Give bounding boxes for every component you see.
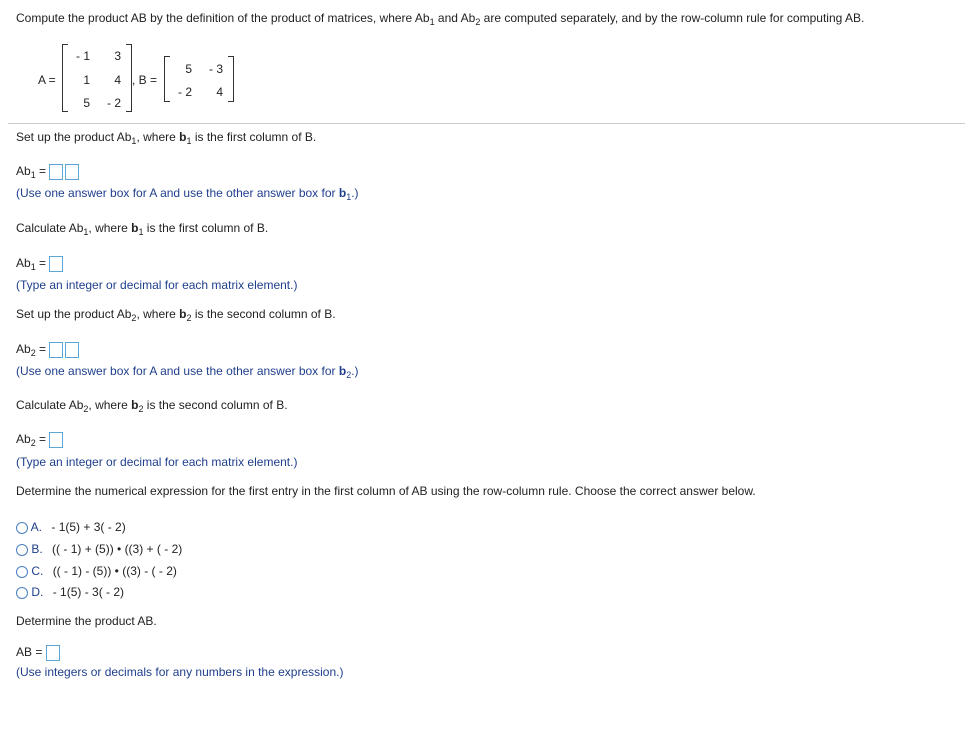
- part2-instruction: Calculate $Ab_1$, where $b_1$ is the first column of B.: [16, 221, 269, 237]
- option-d[interactable]: D. - 1(5) - 3( - 2): [16, 585, 124, 599]
- option-a[interactable]: A. - 1(5) + 3( - 2): [16, 520, 126, 534]
- part4-instruction: Calculate $Ab_2$, where $b_2$ is the second column of B.: [16, 398, 288, 414]
- part3-answer-row: $Ab_2$ =: [16, 342, 79, 358]
- answer-box-a[interactable]: [49, 164, 63, 180]
- matrix-a: [62, 44, 132, 112]
- answer-box-b2[interactable]: [65, 342, 79, 358]
- part2-hint: (Type an integer or decimal for each matrix element.): [16, 278, 298, 292]
- matrix-a-cell: - 2: [106, 96, 121, 110]
- matrix-a-cell: 5: [83, 96, 90, 110]
- matrix-b-cell: 4: [216, 85, 223, 99]
- part4-hint: (Type an integer or decimal for each matrix element.): [16, 455, 298, 469]
- option-c[interactable]: C. (( - 1) - (5)) • ((3) - ( - 2): [16, 564, 177, 578]
- part3-hint: (Use one answer box for A and use the other answer box for $b_2$.): [16, 364, 359, 380]
- part1-hint: (Use one answer box for A and use the other answer box for $b_1$.): [16, 186, 359, 202]
- part1-answer-row: $Ab_1$ =: [16, 164, 79, 180]
- part6-answer-row: AB =: [16, 645, 60, 661]
- part6-hint: (Use integers or decimals for any numbers in the expression.): [16, 665, 344, 679]
- part2-answer-row: $Ab_1$ =: [16, 256, 63, 272]
- matrix-b-label: , B =: [132, 73, 158, 87]
- part6-instruction: Determine the product AB.: [16, 614, 157, 628]
- answer-box-b1[interactable]: [65, 164, 79, 180]
- answer-box-ab2[interactable]: [49, 432, 63, 448]
- radio-button[interactable]: [16, 587, 28, 599]
- left-bracket: [62, 44, 68, 112]
- question-prompt: Compute the product AB by the definition of the product of matrices, where $Ab_1$ and $Ab_2$ are computed separately, and by the row-column rule for computing AB.: [16, 11, 865, 27]
- part3-instruction: Set up the product $Ab_2$, where $b_2$ is the second column of B.: [16, 307, 336, 323]
- part4-answer-row: $Ab_2$ =: [16, 432, 63, 448]
- matrix-b-cell: 5: [185, 62, 192, 76]
- matrix-b-cell: - 3: [208, 62, 223, 76]
- matrix-a-cell: 3: [114, 49, 121, 63]
- left-bracket: [164, 56, 170, 102]
- matrix-b: [164, 56, 234, 102]
- matrix-a-label: A =: [38, 73, 56, 87]
- radio-button[interactable]: [16, 566, 28, 578]
- answer-box-a[interactable]: [49, 342, 63, 358]
- part1-instruction: Set up the product $Ab_1$, where $b_1$ is the first column of B.: [16, 130, 317, 146]
- matrix-b-cell: - 2: [177, 85, 192, 99]
- answer-box-ab1[interactable]: [49, 256, 63, 272]
- matrix-a-cell: - 1: [75, 49, 90, 63]
- option-b[interactable]: B. (( - 1) + (5)) • ((3) + ( - 2): [16, 542, 182, 556]
- part5-instruction: Determine the numerical expression for the first entry in the first column of AB using the row-column rule. Choose the correct answer below.: [16, 484, 756, 498]
- right-bracket: [228, 56, 234, 102]
- section-divider: [8, 123, 965, 124]
- matrix-a-cell: 4: [114, 73, 121, 87]
- matrix-a-cell: 1: [83, 73, 90, 87]
- answer-box-ab[interactable]: [46, 645, 60, 661]
- radio-button[interactable]: [16, 544, 28, 556]
- radio-button[interactable]: [16, 522, 28, 534]
